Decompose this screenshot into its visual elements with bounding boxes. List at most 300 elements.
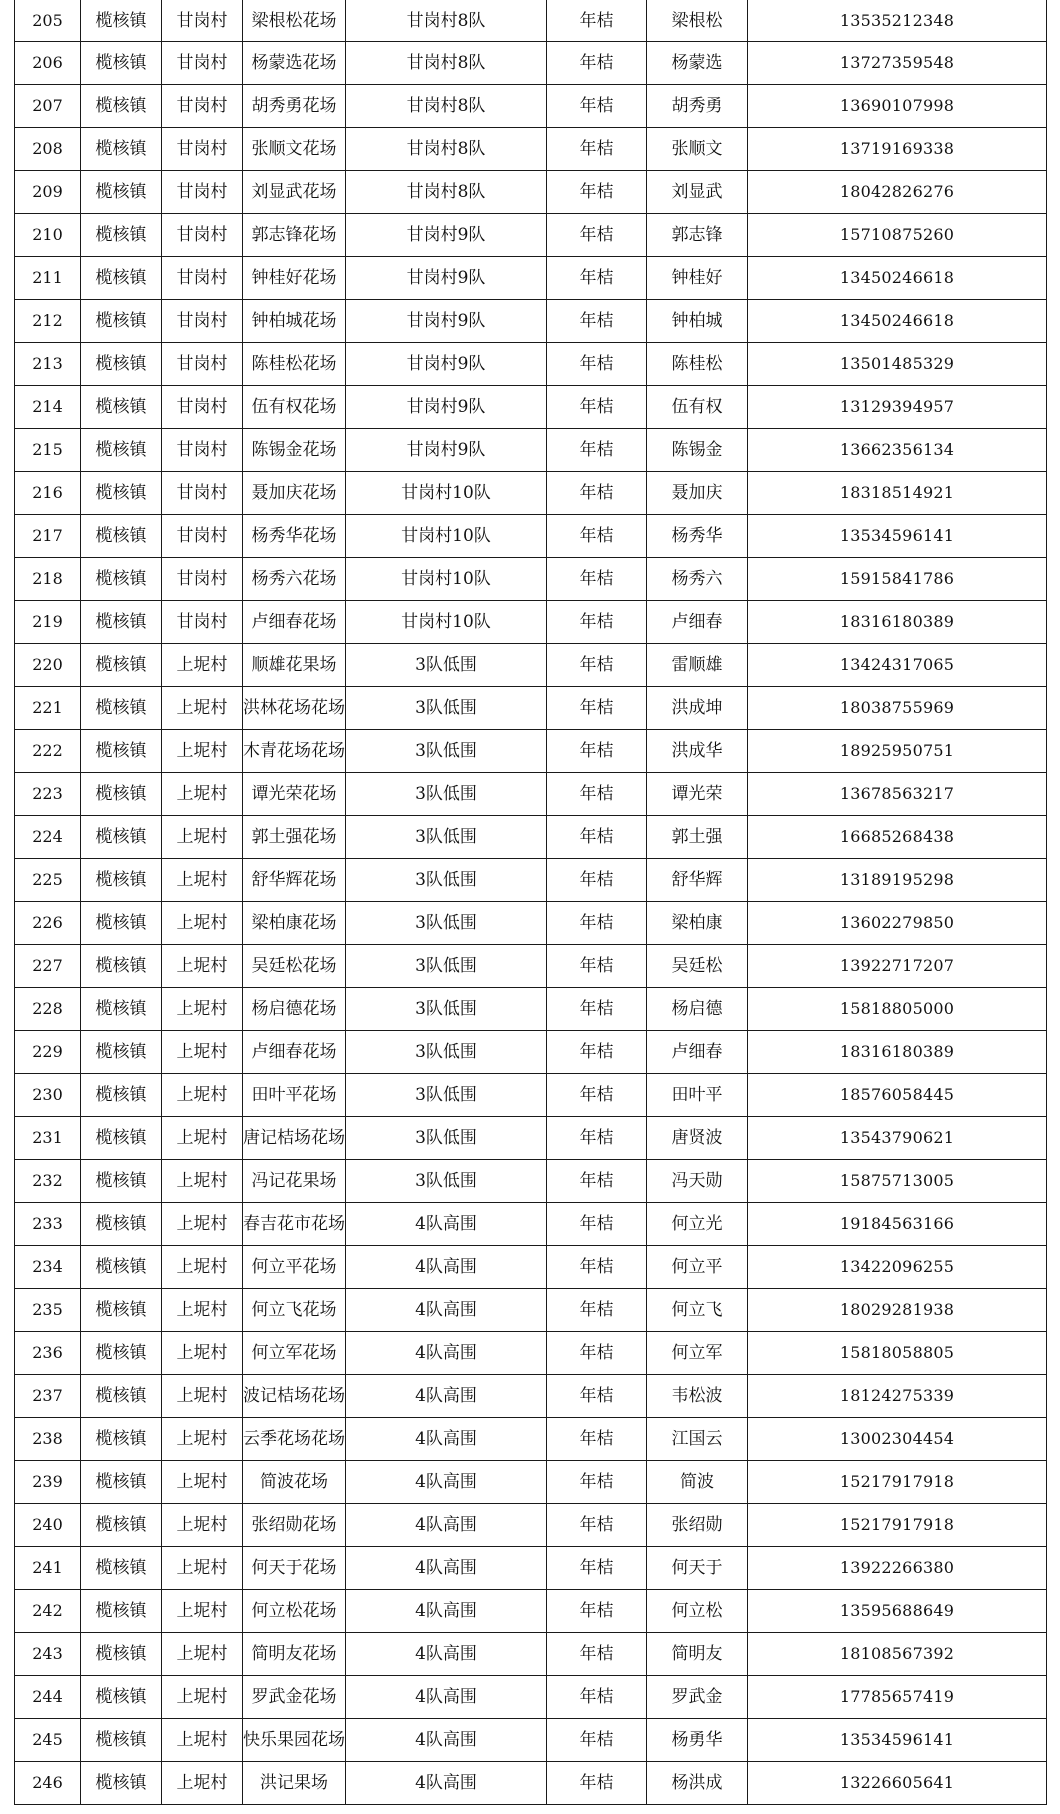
row-number-cell: 236: [15, 1332, 81, 1375]
table-row: [15, 687, 1047, 730]
team-location-cell: 4队高围: [346, 1418, 547, 1461]
product-cell: 年桔: [547, 945, 647, 988]
contact-name-cell: 杨启德: [647, 988, 748, 1031]
table-row: [15, 1031, 1047, 1074]
product-cell: 年桔: [547, 1504, 647, 1547]
phone-cell: 15875713005: [748, 1160, 1047, 1203]
team-location-cell: 甘岗村9队: [346, 214, 547, 257]
phone-cell: 13727359548: [748, 42, 1047, 85]
table-row: [15, 1633, 1047, 1676]
product-cell: 年桔: [547, 128, 647, 171]
team-location-cell: 4队高围: [346, 1332, 547, 1375]
product-cell: 年桔: [547, 85, 647, 128]
town-cell: 榄核镇: [81, 128, 162, 171]
phone-cell: 13678563217: [748, 773, 1047, 816]
table-row: [15, 1203, 1047, 1246]
phone-cell: 13602279850: [748, 902, 1047, 945]
farm-name-cell: 洪林花场花场: [243, 687, 346, 730]
farm-name-cell: 洪记果场: [243, 1762, 346, 1805]
table-row: [15, 515, 1047, 558]
farm-name-cell: 春吉花市花场: [243, 1203, 346, 1246]
village-cell: 上坭村: [162, 1160, 243, 1203]
village-cell: 上坭村: [162, 1719, 243, 1762]
farm-name-cell: 木青花场花场: [243, 730, 346, 773]
product-cell: 年桔: [547, 1332, 647, 1375]
village-cell: 上坭村: [162, 1375, 243, 1418]
contact-name-cell: 郭土强: [647, 816, 748, 859]
village-cell: 甘岗村: [162, 300, 243, 343]
row-number-cell: 217: [15, 515, 81, 558]
village-cell: 甘岗村: [162, 472, 243, 515]
town-cell: 榄核镇: [81, 85, 162, 128]
farm-name-cell: 何天于花场: [243, 1547, 346, 1590]
table-row: [15, 257, 1047, 300]
town-cell: 榄核镇: [81, 257, 162, 300]
phone-cell: 15818805000: [748, 988, 1047, 1031]
town-cell: 榄核镇: [81, 214, 162, 257]
village-cell: 上坭村: [162, 1418, 243, 1461]
team-location-cell: 甘岗村8队: [346, 128, 547, 171]
row-number-cell: 242: [15, 1590, 81, 1633]
contact-name-cell: 简明友: [647, 1633, 748, 1676]
table-row: [15, 1074, 1047, 1117]
table-row: [15, 1461, 1047, 1504]
phone-cell: 13226605641: [748, 1762, 1047, 1805]
town-cell: 榄核镇: [81, 429, 162, 472]
row-number-cell: 228: [15, 988, 81, 1031]
farm-name-cell: 谭光荣花场: [243, 773, 346, 816]
row-number-cell: 225: [15, 859, 81, 902]
team-location-cell: 3队低围: [346, 816, 547, 859]
team-location-cell: 4队高围: [346, 1633, 547, 1676]
contact-name-cell: 杨洪成: [647, 1762, 748, 1805]
town-cell: 榄核镇: [81, 1375, 162, 1418]
village-cell: 上坭村: [162, 1203, 243, 1246]
table-row: [15, 171, 1047, 214]
phone-cell: 13922717207: [748, 945, 1047, 988]
team-location-cell: 甘岗村10队: [346, 515, 547, 558]
town-cell: 榄核镇: [81, 1590, 162, 1633]
row-number-cell: 206: [15, 42, 81, 85]
village-cell: 甘岗村: [162, 515, 243, 558]
village-cell: 甘岗村: [162, 214, 243, 257]
town-cell: 榄核镇: [81, 558, 162, 601]
product-cell: 年桔: [547, 988, 647, 1031]
village-cell: 上坭村: [162, 1332, 243, 1375]
village-cell: 上坭村: [162, 859, 243, 902]
phone-cell: 15915841786: [748, 558, 1047, 601]
table-row: [15, 1418, 1047, 1461]
row-number-cell: 205: [15, 0, 81, 42]
farm-name-cell: 何立平花场: [243, 1246, 346, 1289]
row-number-cell: 213: [15, 343, 81, 386]
phone-cell: 19184563166: [748, 1203, 1047, 1246]
contact-name-cell: 田叶平: [647, 1074, 748, 1117]
row-number-cell: 209: [15, 171, 81, 214]
phone-cell: 13189195298: [748, 859, 1047, 902]
row-number-cell: 215: [15, 429, 81, 472]
row-number-cell: 246: [15, 1762, 81, 1805]
town-cell: 榄核镇: [81, 343, 162, 386]
contact-name-cell: 何立飞: [647, 1289, 748, 1332]
farm-name-cell: 伍有权花场: [243, 386, 346, 429]
town-cell: 榄核镇: [81, 1719, 162, 1762]
farm-name-cell: 陈锡金花场: [243, 429, 346, 472]
row-number-cell: 240: [15, 1504, 81, 1547]
table-row: [15, 128, 1047, 171]
row-number-cell: 235: [15, 1289, 81, 1332]
village-cell: 上坭村: [162, 730, 243, 773]
village-cell: 甘岗村: [162, 343, 243, 386]
row-number-cell: 223: [15, 773, 81, 816]
phone-cell: 13129394957: [748, 386, 1047, 429]
farm-name-cell: 冯记花果场: [243, 1160, 346, 1203]
product-cell: 年桔: [547, 1719, 647, 1762]
row-number-cell: 214: [15, 386, 81, 429]
row-number-cell: 222: [15, 730, 81, 773]
product-cell: 年桔: [547, 1633, 647, 1676]
table-row: [15, 214, 1047, 257]
phone-cell: 13424317065: [748, 644, 1047, 687]
product-cell: 年桔: [547, 816, 647, 859]
contact-name-cell: 刘显武: [647, 171, 748, 214]
product-cell: 年桔: [547, 1590, 647, 1633]
table-row: [15, 1762, 1047, 1805]
row-number-cell: 233: [15, 1203, 81, 1246]
contact-name-cell: 冯天勋: [647, 1160, 748, 1203]
town-cell: 榄核镇: [81, 1461, 162, 1504]
village-cell: 上坭村: [162, 1461, 243, 1504]
product-cell: 年桔: [547, 1074, 647, 1117]
village-cell: 上坭村: [162, 1246, 243, 1289]
farm-name-cell: 郭志锋花场: [243, 214, 346, 257]
team-location-cell: 3队低围: [346, 1031, 547, 1074]
phone-cell: 17785657419: [748, 1676, 1047, 1719]
contact-name-cell: 罗武金: [647, 1676, 748, 1719]
contact-name-cell: 梁柏康: [647, 902, 748, 945]
product-cell: 年桔: [547, 730, 647, 773]
table-row: [15, 902, 1047, 945]
town-cell: 榄核镇: [81, 171, 162, 214]
village-cell: 甘岗村: [162, 558, 243, 601]
row-number-cell: 208: [15, 128, 81, 171]
roster-table: [14, 0, 1047, 1805]
farm-name-cell: 云季花场花场: [243, 1418, 346, 1461]
contact-name-cell: 张绍勋: [647, 1504, 748, 1547]
table-row: [15, 386, 1047, 429]
farm-name-cell: 张绍勋花场: [243, 1504, 346, 1547]
team-location-cell: 4队高围: [346, 1504, 547, 1547]
row-number-cell: 212: [15, 300, 81, 343]
team-location-cell: 3队低围: [346, 859, 547, 902]
phone-cell: 15217917918: [748, 1504, 1047, 1547]
team-location-cell: 3队低围: [346, 1160, 547, 1203]
contact-name-cell: 吴廷松: [647, 945, 748, 988]
table-row: [15, 945, 1047, 988]
team-location-cell: 甘岗村8队: [346, 0, 547, 42]
row-number-cell: 226: [15, 902, 81, 945]
row-number-cell: 230: [15, 1074, 81, 1117]
table-row: [15, 601, 1047, 644]
table-row: [15, 1117, 1047, 1160]
table-row: [15, 42, 1047, 85]
town-cell: 榄核镇: [81, 1676, 162, 1719]
product-cell: 年桔: [547, 687, 647, 730]
contact-name-cell: 洪成华: [647, 730, 748, 773]
contact-name-cell: 简波: [647, 1461, 748, 1504]
table-row: [15, 1160, 1047, 1203]
farm-name-cell: 杨秀六花场: [243, 558, 346, 601]
phone-cell: 16685268438: [748, 816, 1047, 859]
village-cell: 甘岗村: [162, 257, 243, 300]
team-location-cell: 4队高围: [346, 1676, 547, 1719]
team-location-cell: 4队高围: [346, 1375, 547, 1418]
table-row: [15, 1289, 1047, 1332]
team-location-cell: 4队高围: [346, 1547, 547, 1590]
village-cell: 甘岗村: [162, 171, 243, 214]
contact-name-cell: 何立平: [647, 1246, 748, 1289]
phone-cell: 13534596141: [748, 515, 1047, 558]
village-cell: 上坭村: [162, 644, 243, 687]
contact-name-cell: 卢细春: [647, 1031, 748, 1074]
team-location-cell: 4队高围: [346, 1203, 547, 1246]
table-row: [15, 343, 1047, 386]
village-cell: 甘岗村: [162, 429, 243, 472]
row-number-cell: 224: [15, 816, 81, 859]
town-cell: 榄核镇: [81, 1074, 162, 1117]
table-row: [15, 558, 1047, 601]
town-cell: 榄核镇: [81, 472, 162, 515]
product-cell: 年桔: [547, 1547, 647, 1590]
contact-name-cell: 陈桂松: [647, 343, 748, 386]
town-cell: 榄核镇: [81, 1762, 162, 1805]
phone-cell: 18318514921: [748, 472, 1047, 515]
town-cell: 榄核镇: [81, 0, 162, 42]
product-cell: 年桔: [547, 300, 647, 343]
phone-cell: 13543790621: [748, 1117, 1047, 1160]
town-cell: 榄核镇: [81, 687, 162, 730]
row-number-cell: 207: [15, 85, 81, 128]
town-cell: 榄核镇: [81, 988, 162, 1031]
town-cell: 榄核镇: [81, 1031, 162, 1074]
phone-cell: 18042826276: [748, 171, 1047, 214]
product-cell: 年桔: [547, 1461, 647, 1504]
product-cell: 年桔: [547, 386, 647, 429]
product-cell: 年桔: [547, 1246, 647, 1289]
farm-name-cell: 杨启德花场: [243, 988, 346, 1031]
team-location-cell: 3队低围: [346, 988, 547, 1031]
town-cell: 榄核镇: [81, 1246, 162, 1289]
village-cell: 上坭村: [162, 1762, 243, 1805]
farm-name-cell: 何立飞花场: [243, 1289, 346, 1332]
farm-name-cell: 杨蒙选花场: [243, 42, 346, 85]
table-row: [15, 429, 1047, 472]
phone-cell: 15710875260: [748, 214, 1047, 257]
product-cell: 年桔: [547, 343, 647, 386]
contact-name-cell: 钟桂好: [647, 257, 748, 300]
product-cell: 年桔: [547, 515, 647, 558]
farm-name-cell: 波记桔场花场: [243, 1375, 346, 1418]
farm-name-cell: 钟柏城花场: [243, 300, 346, 343]
product-cell: 年桔: [547, 1160, 647, 1203]
contact-name-cell: 何立光: [647, 1203, 748, 1246]
table-row: [15, 1676, 1047, 1719]
team-location-cell: 甘岗村10队: [346, 472, 547, 515]
product-cell: 年桔: [547, 1289, 647, 1332]
contact-name-cell: 何立军: [647, 1332, 748, 1375]
farm-name-cell: 卢细春花场: [243, 1031, 346, 1074]
phone-cell: 18316180389: [748, 601, 1047, 644]
phone-cell: 18576058445: [748, 1074, 1047, 1117]
phone-cell: 13595688649: [748, 1590, 1047, 1633]
phone-cell: 18925950751: [748, 730, 1047, 773]
row-number-cell: 243: [15, 1633, 81, 1676]
product-cell: 年桔: [547, 1418, 647, 1461]
product-cell: 年桔: [547, 1031, 647, 1074]
contact-name-cell: 舒华辉: [647, 859, 748, 902]
phone-cell: 13450246618: [748, 257, 1047, 300]
town-cell: 榄核镇: [81, 902, 162, 945]
town-cell: 榄核镇: [81, 1547, 162, 1590]
product-cell: 年桔: [547, 1762, 647, 1805]
row-number-cell: 234: [15, 1246, 81, 1289]
table-row: [15, 988, 1047, 1031]
town-cell: 榄核镇: [81, 1504, 162, 1547]
contact-name-cell: 胡秀勇: [647, 85, 748, 128]
phone-cell: 18316180389: [748, 1031, 1047, 1074]
village-cell: 上坭村: [162, 1547, 243, 1590]
farm-name-cell: 钟桂好花场: [243, 257, 346, 300]
village-cell: 上坭村: [162, 1289, 243, 1332]
team-location-cell: 4队高围: [346, 1246, 547, 1289]
team-location-cell: 4队高围: [346, 1461, 547, 1504]
row-number-cell: 231: [15, 1117, 81, 1160]
contact-name-cell: 陈锡金: [647, 429, 748, 472]
town-cell: 榄核镇: [81, 945, 162, 988]
village-cell: 上坭村: [162, 773, 243, 816]
contact-name-cell: 杨秀华: [647, 515, 748, 558]
town-cell: 榄核镇: [81, 515, 162, 558]
product-cell: 年桔: [547, 171, 647, 214]
town-cell: 榄核镇: [81, 42, 162, 85]
row-number-cell: 221: [15, 687, 81, 730]
row-number-cell: 216: [15, 472, 81, 515]
phone-cell: 13922266380: [748, 1547, 1047, 1590]
phone-cell: 13662356134: [748, 429, 1047, 472]
table-row: [15, 472, 1047, 515]
town-cell: 榄核镇: [81, 1633, 162, 1676]
farm-name-cell: 唐记桔场花场: [243, 1117, 346, 1160]
product-cell: 年桔: [547, 558, 647, 601]
town-cell: 榄核镇: [81, 773, 162, 816]
table-row: [15, 85, 1047, 128]
village-cell: 甘岗村: [162, 386, 243, 429]
town-cell: 榄核镇: [81, 1289, 162, 1332]
row-number-cell: 232: [15, 1160, 81, 1203]
contact-name-cell: 杨秀六: [647, 558, 748, 601]
farm-name-cell: 杨秀华花场: [243, 515, 346, 558]
roster-body: [15, 0, 1047, 1805]
phone-cell: 13690107998: [748, 85, 1047, 128]
roster-sheet: [14, 0, 1046, 1805]
farm-name-cell: 田叶平花场: [243, 1074, 346, 1117]
row-number-cell: 227: [15, 945, 81, 988]
phone-cell: 13002304454: [748, 1418, 1047, 1461]
town-cell: 榄核镇: [81, 386, 162, 429]
village-cell: 甘岗村: [162, 128, 243, 171]
town-cell: 榄核镇: [81, 1418, 162, 1461]
team-location-cell: 甘岗村9队: [346, 429, 547, 472]
phone-cell: 13534596141: [748, 1719, 1047, 1762]
product-cell: 年桔: [547, 472, 647, 515]
phone-cell: 13535212348: [748, 0, 1047, 42]
product-cell: 年桔: [547, 1203, 647, 1246]
phone-cell: 13450246618: [748, 300, 1047, 343]
farm-name-cell: 聂加庆花场: [243, 472, 346, 515]
row-number-cell: 245: [15, 1719, 81, 1762]
row-number-cell: 218: [15, 558, 81, 601]
phone-cell: 18029281938: [748, 1289, 1047, 1332]
team-location-cell: 甘岗村10队: [346, 601, 547, 644]
phone-cell: 18038755969: [748, 687, 1047, 730]
table-row: [15, 1590, 1047, 1633]
phone-cell: 13719169338: [748, 128, 1047, 171]
row-number-cell: 241: [15, 1547, 81, 1590]
town-cell: 榄核镇: [81, 859, 162, 902]
contact-name-cell: 雷顺雄: [647, 644, 748, 687]
farm-name-cell: 快乐果园花场: [243, 1719, 346, 1762]
row-number-cell: 210: [15, 214, 81, 257]
village-cell: 上坭村: [162, 816, 243, 859]
town-cell: 榄核镇: [81, 644, 162, 687]
product-cell: 年桔: [547, 773, 647, 816]
contact-name-cell: 江国云: [647, 1418, 748, 1461]
farm-name-cell: 卢细春花场: [243, 601, 346, 644]
farm-name-cell: 顺雄花果场: [243, 644, 346, 687]
contact-name-cell: 张顺文: [647, 128, 748, 171]
village-cell: 上坭村: [162, 1633, 243, 1676]
product-cell: 年桔: [547, 859, 647, 902]
product-cell: 年桔: [547, 214, 647, 257]
contact-name-cell: 韦松波: [647, 1375, 748, 1418]
village-cell: 上坭村: [162, 1504, 243, 1547]
team-location-cell: 3队低围: [346, 730, 547, 773]
village-cell: 上坭村: [162, 988, 243, 1031]
farm-name-cell: 罗武金花场: [243, 1676, 346, 1719]
village-cell: 上坭村: [162, 687, 243, 730]
row-number-cell: 229: [15, 1031, 81, 1074]
table-row: [15, 859, 1047, 902]
contact-name-cell: 钟柏城: [647, 300, 748, 343]
phone-cell: 13422096255: [748, 1246, 1047, 1289]
town-cell: 榄核镇: [81, 601, 162, 644]
team-location-cell: 4队高围: [346, 1590, 547, 1633]
phone-cell: 15217917918: [748, 1461, 1047, 1504]
team-location-cell: 3队低围: [346, 1074, 547, 1117]
table-row: [15, 1246, 1047, 1289]
team-location-cell: 甘岗村8队: [346, 42, 547, 85]
contact-name-cell: 聂加庆: [647, 472, 748, 515]
contact-name-cell: 梁根松: [647, 0, 748, 42]
table-row: [15, 1375, 1047, 1418]
village-cell: 上坭村: [162, 945, 243, 988]
row-number-cell: 237: [15, 1375, 81, 1418]
farm-name-cell: 吴廷松花场: [243, 945, 346, 988]
row-number-cell: 219: [15, 601, 81, 644]
town-cell: 榄核镇: [81, 816, 162, 859]
team-location-cell: 4队高围: [346, 1719, 547, 1762]
product-cell: 年桔: [547, 1117, 647, 1160]
